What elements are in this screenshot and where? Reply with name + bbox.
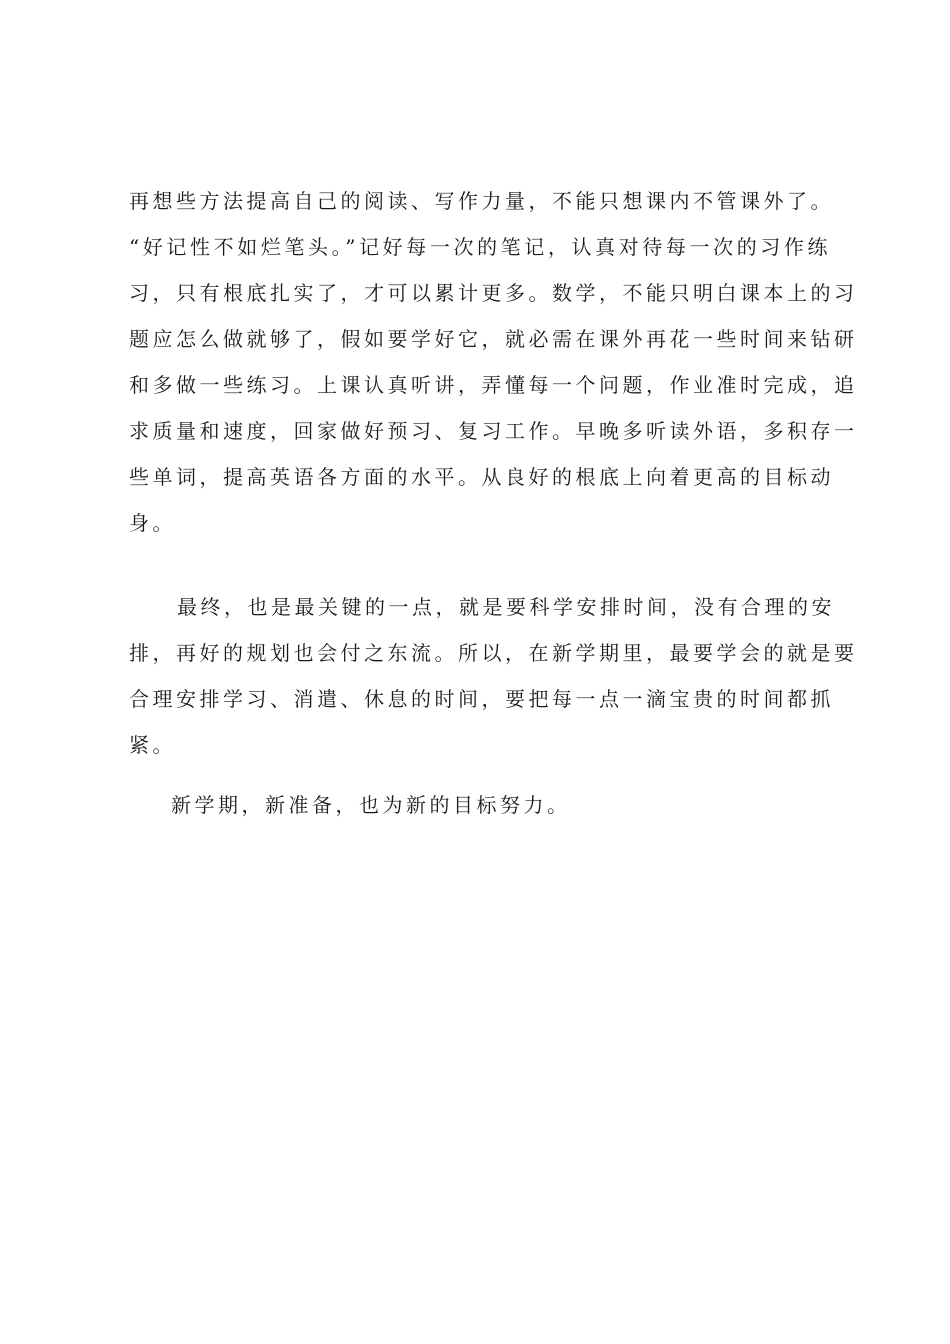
paragraph-line: 最终，也是最关键的一点，就是要科学安排时间，没有合理的安	[177, 595, 835, 619]
paragraph-3	[129, 782, 831, 828]
paragraph-1	[129, 178, 858, 546]
paragraph-line: 排，再好的规划也会付之东流。所以，在新学期里，最要学会的就是要	[129, 641, 858, 665]
paragraph-line: “好记性不如烂笔头。”记好每一次的笔记，认真对待每一次的习作练	[129, 235, 831, 259]
paragraph-line: 和多做一些练习。上课认真听讲，弄懂每一个问题，作业准时完成，追	[129, 373, 858, 397]
paragraph-line: 紧。	[129, 733, 176, 757]
paragraph-line: 身。	[129, 511, 176, 535]
paragraph-line: 求质量和速度，回家做好预习、复习工作。早晚多听读外语，多积存一	[129, 419, 858, 443]
paragraph-line: 些单词，提高英语各方面的水平。从良好的根底上向着更高的目标动	[129, 465, 834, 489]
paragraph-2	[129, 584, 858, 768]
paragraph-line: 新学期，新准备，也为新的目标努力。	[171, 793, 571, 817]
paragraph-line: 合理安排学习、消遣、休息的时间，要把每一点一滴宝贵的时间都抓	[129, 687, 834, 711]
paragraph-line: 习，只有根底扎实了，才可以累计更多。数学，不能只明白课本上的习	[129, 281, 858, 305]
paragraph-line: 题应怎么做就够了，假如要学好它，就必需在课外再花一些时间来钻研	[129, 327, 858, 351]
paragraph-line: 再想些方法提高自己的阅读、写作力量，不能只想课内不管课外了。	[129, 189, 834, 213]
